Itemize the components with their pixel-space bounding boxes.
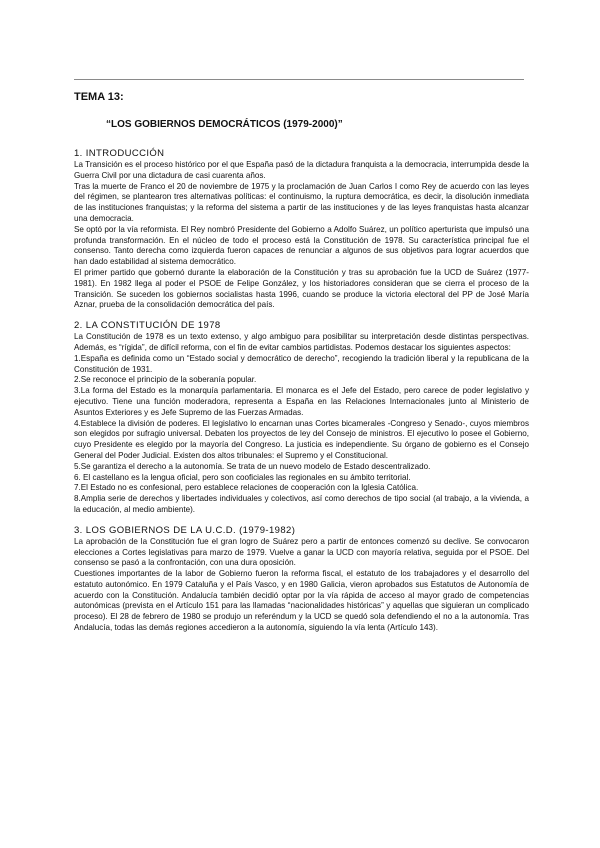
paragraph: 7.El Estado no es confesional, pero establece relaciones de cooperación con la Iglesia Católica. [74,483,419,493]
paragraph: El primer partido que gobernó durante la elaboración de la Constitución y tras su aprobación fue la UCD de Suárez (1977-1981). En 1982 llega al poder el PSOE de Felipe González, y los historiadores consideran que se cierra el proceso de la Transición. Se suceden los gobiernos socialistas hasta 1996, cuando se produce la victoria electoral del PP de José María Aznar, prueba de la consolidación democrática del país. [74,267,529,310]
paragraph: 6. El castellano es la lengua oficial, pero son cooficiales las regionales en su ámbito territorial. [74,472,411,482]
section-1 [74,148,529,311]
paragraph: 2.Se reconoce el principio de la soberanía popular. [74,375,257,385]
document-title: “LOS GOBIERNOS DEMOCRÁTICOS (1979-2000)” [106,119,343,130]
section-heading: 3. LOS GOBIERNOS DE LA U.C.D. (1979-1982) [74,524,296,536]
section-2 [74,320,529,516]
paragraph: Tras la muerte de Franco el 20 de noviembre de 1975 y la proclamación de Juan Carlos I como Rey de acuerdo con las leyes del régimen, se plantearon tres alternativas políticas: el continuismo, la ruptura democrática, es decir, la disolución inmediata de las instituciones franquistas; y la reforma del sistema a partir de las instituciones y de las leyes franquistas hasta alcanzar una democracia. [74,181,529,223]
paragraph: Se optó por la vía reformista. El Rey nombró Presidente del Gobierno a Adolfo Suárez, un político aperturista que impulsó una profunda transformación. En el núcleo de todo el proceso está la Constitución de 1978. Su característica principal fue el consenso. Tanto derecha como izquierda fueron capaces de renunciar a algunos de sus objetivos para lograr acuerdos que han dado estabilidad al sistema democrático. [74,224,529,267]
paragraph: 4.Establece la división de poderes. El legislativo lo encarnan unas Cortes bicamerales -Congreso y Senado-, cuyos miembros son elegidos por sufragio universal. Debaten los proyectos de ley del Consejo de ministros. El ejecutivo lo posee el Gobierno, cuyo Presidente es elegido por la mayoría del Congreso. La justicia es independiente. Su órgano de gobierno es el Consejo General del Poder Judicial. Existen dos altos tribunales: el Supremo y el Constitucional. [74,418,529,460]
section-heading: 1. INTRODUCCIÓN [74,148,165,159]
section-heading: 2. LA CONSTITUCIÓN DE 1978 [74,320,221,332]
paragraph: La aprobación de la Constitución fue el gran logro de Suárez pero a partir de entonces comenzó su declive. Se convocaron elecciones a Cortes legislativas para marzo de 1979. Vuelve a ganar la UCD con mayoría relativa, seguida por el PSOE. Del consenso se pasó a la confrontación, con una dura oposición. [74,536,529,568]
paragraph: 3.La forma del Estado es la monarquía parlamentaria. El monarca es el Jefe del Estado, pero carece de poder legislativo y ejecutivo. Tiene una función moderadora, representa a España en las Relaciones Internacionales junto al Ministerio de Asuntos Exteriores y es Jefe Supremo de las Fuerzas Armadas. [74,386,529,417]
paragraph: 5.Se garantiza el derecho a la autonomía. Se trata de un nuevo modelo de Estado descentralizado. [74,461,431,471]
tema-label: TEMA 13: [74,91,124,103]
paragraph: 1.España es definida como un “Estado social y democrático de derecho”, recogiendo la tradición liberal y la republicana de la Constitución de 1931. [74,353,529,374]
sections-container [74,148,529,634]
paragraph: Cuestiones importantes de la labor de Gobierno fueron la reforma fiscal, el estatuto de los trabajadores y el desarrollo del estatuto autonómico. En 1979 Cataluña y el País Vasco, y en 1980 Galicia, vieron aprobados sus Estatutos de Autonomía de acuerdo con la Constitución. Andalucía también decidió optar por la vía rápida de acceso al mayor grado de competencias autonómicas (prevista en el Artículo 151 para las llamadas “nacionalidades históricas” y aquellas que siguieran un complicado proceso). El 28 de febrero de 1980 se produjo un referéndum y la UCD se quedó sola defendiendo el no a la autonomía. Tras Andalucía, todas las demás regiones accedieron a la autonomía, siguiendo la vía lenta (Artículo 143). [74,569,529,633]
header-rule [74,79,524,80]
paragraph: La Transición es el proceso histórico por el que España pasó de la dictadura franquista a la democracia, interrumpida desde la Guerra Civil por una dictadura de casi cuarenta años. [74,160,529,180]
paragraph: 8.Amplia serie de derechos y libertades individuales y colectivos, así como derechos de tipo social (al trabajo, a la vivienda, a la educación, al medio ambiente). [74,494,529,514]
paragraph: La Constitución de 1978 es un texto extenso, y algo ambiguo para posibilitar su interpretación desde distintas perspectivas. Además, es “rígida”, de difícil reforma, con el fin de evitar cambios partidistas. Podemos destacar los siguientes aspectos: [74,332,529,352]
section-3 [74,525,529,634]
document-body [74,90,529,643]
